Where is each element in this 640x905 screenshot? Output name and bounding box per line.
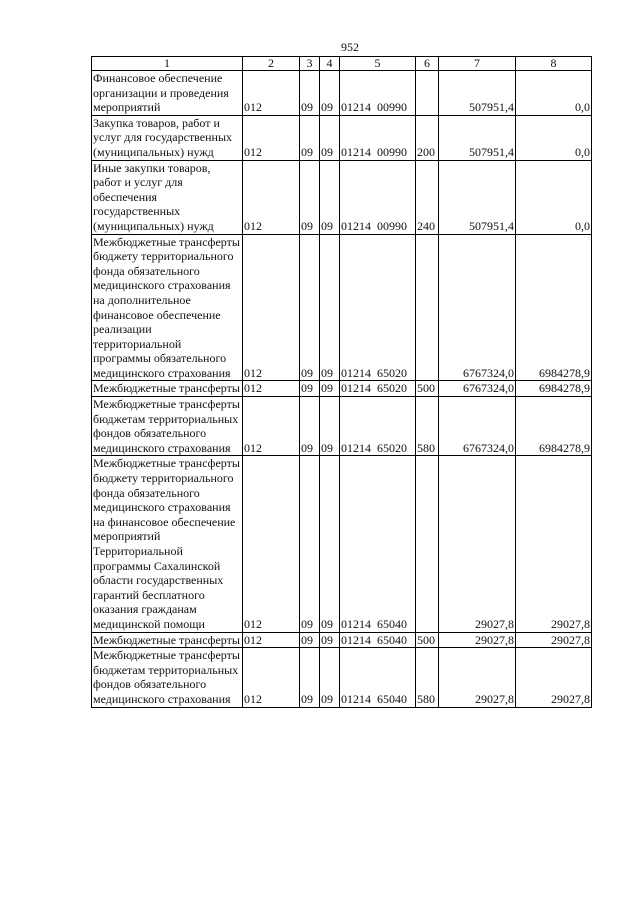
expense-type-cell: 580 bbox=[416, 397, 439, 456]
grbs-cell: 012 bbox=[243, 160, 300, 234]
table-row bbox=[92, 160, 592, 234]
target-article-direction: 65020 bbox=[377, 381, 407, 396]
expense-type-cell bbox=[416, 456, 439, 632]
target-article-program: 01214 bbox=[341, 440, 371, 455]
grbs-cell: 012 bbox=[243, 397, 300, 456]
section-cell: 09 bbox=[300, 71, 320, 116]
row-name-cell: Межбюджетные трансферты бюджетам территориальных фондов обязательного медицинского страхования bbox=[92, 397, 243, 456]
target-article-cell bbox=[340, 160, 416, 234]
target-article-direction: 65040 bbox=[377, 616, 407, 631]
budget-table bbox=[91, 56, 592, 708]
row-name-cell: Межбюджетные трансферты bbox=[92, 632, 243, 648]
amount-year1-cell: 507951,4 bbox=[439, 115, 516, 160]
col-header-2: 2 bbox=[243, 57, 300, 71]
section-cell: 09 bbox=[300, 456, 320, 632]
target-article-cell bbox=[340, 234, 416, 381]
section-cell: 09 bbox=[300, 160, 320, 234]
subsection-cell: 09 bbox=[320, 234, 340, 381]
section-cell: 09 bbox=[300, 115, 320, 160]
target-article-direction: 00990 bbox=[377, 100, 407, 115]
target-article-program: 01214 bbox=[341, 632, 371, 647]
amount-year2-cell: 6984278,9 bbox=[516, 234, 592, 381]
amount-year2-cell: 0,0 bbox=[516, 71, 592, 116]
table-row bbox=[92, 71, 592, 116]
section-cell: 09 bbox=[300, 648, 320, 707]
section-cell: 09 bbox=[300, 397, 320, 456]
subsection-cell: 09 bbox=[320, 456, 340, 632]
amount-year1-cell: 29027,8 bbox=[439, 632, 516, 648]
amount-year2-cell: 0,0 bbox=[516, 160, 592, 234]
table-row bbox=[92, 456, 592, 632]
col-header-6: 6 bbox=[416, 57, 439, 71]
target-article-direction: 65040 bbox=[377, 691, 407, 706]
expense-type-cell: 500 bbox=[416, 632, 439, 648]
row-name-cell: Межбюджетные трансферты бюджетам территориальных фондов обязательного медицинского страхования bbox=[92, 648, 243, 707]
amount-year1-cell: 29027,8 bbox=[439, 456, 516, 632]
grbs-cell: 012 bbox=[243, 381, 300, 397]
row-name-cell: Иные закупки товаров, работ и услуг для обеспечения государственных (муниципальных) нужд bbox=[92, 160, 243, 234]
section-cell: 09 bbox=[300, 234, 320, 381]
target-article-direction: 65040 bbox=[377, 632, 407, 647]
col-header-5: 5 bbox=[340, 57, 416, 71]
amount-year1-cell: 6767324,0 bbox=[439, 381, 516, 397]
amount-year2-cell: 29027,8 bbox=[516, 632, 592, 648]
table-row bbox=[92, 397, 592, 456]
target-article-cell bbox=[340, 397, 416, 456]
amount-year1-cell: 507951,4 bbox=[439, 160, 516, 234]
expense-type-cell: 240 bbox=[416, 160, 439, 234]
target-article-cell bbox=[340, 71, 416, 116]
amount-year1-cell: 6767324,0 bbox=[439, 397, 516, 456]
expense-type-cell: 500 bbox=[416, 381, 439, 397]
table-row bbox=[92, 648, 592, 707]
table-row bbox=[92, 632, 592, 648]
expense-type-cell bbox=[416, 234, 439, 381]
target-article-direction: 65020 bbox=[377, 440, 407, 455]
row-name-cell: Межбюджетные трансферты бюджету территориального фонда обязательного медицинского страхования на дополнительное финансовое обеспечение реализации территориальной программы обязательного медицинского страхования bbox=[92, 234, 243, 381]
target-article-direction: 65020 bbox=[377, 365, 407, 380]
amount-year1-cell: 6767324,0 bbox=[439, 234, 516, 381]
col-header-3: 3 bbox=[300, 57, 320, 71]
subsection-cell: 09 bbox=[320, 71, 340, 116]
subsection-cell: 09 bbox=[320, 648, 340, 707]
amount-year2-cell: 6984278,9 bbox=[516, 397, 592, 456]
subsection-cell: 09 bbox=[320, 160, 340, 234]
subsection-cell: 09 bbox=[320, 381, 340, 397]
amount-year2-cell: 29027,8 bbox=[516, 456, 592, 632]
page-number: 952 bbox=[341, 40, 359, 54]
section-cell: 09 bbox=[300, 381, 320, 397]
subsection-cell: 09 bbox=[320, 115, 340, 160]
row-name-cell: Закупка товаров, работ и услуг для государственных (муниципальных) нужд bbox=[92, 115, 243, 160]
table-row bbox=[92, 115, 592, 160]
expense-type-cell bbox=[416, 71, 439, 116]
col-header-7: 7 bbox=[439, 57, 516, 71]
target-article-program: 01214 bbox=[341, 616, 371, 631]
target-article-direction: 00990 bbox=[377, 218, 407, 233]
grbs-cell: 012 bbox=[243, 234, 300, 381]
amount-year2-cell: 29027,8 bbox=[516, 648, 592, 707]
col-header-8: 8 bbox=[516, 57, 592, 71]
target-article-cell bbox=[340, 115, 416, 160]
target-article-cell bbox=[340, 632, 416, 648]
subsection-cell: 09 bbox=[320, 397, 340, 456]
target-article-program: 01214 bbox=[341, 381, 371, 396]
grbs-cell: 012 bbox=[243, 71, 300, 116]
table-row bbox=[92, 381, 592, 397]
section-cell: 09 bbox=[300, 632, 320, 648]
amount-year2-cell: 0,0 bbox=[516, 115, 592, 160]
row-name-cell: Финансовое обеспечение организации и проведения мероприятий bbox=[92, 71, 243, 116]
grbs-cell: 012 bbox=[243, 115, 300, 160]
target-article-direction: 00990 bbox=[377, 144, 407, 159]
target-article-cell bbox=[340, 381, 416, 397]
amount-year1-cell: 507951,4 bbox=[439, 71, 516, 116]
target-article-program: 01214 bbox=[341, 144, 371, 159]
target-article-cell bbox=[340, 456, 416, 632]
row-name-cell: Межбюджетные трансферты bbox=[92, 381, 243, 397]
grbs-cell: 012 bbox=[243, 632, 300, 648]
target-article-program: 01214 bbox=[341, 100, 371, 115]
expense-type-cell: 200 bbox=[416, 115, 439, 160]
expense-type-cell: 580 bbox=[416, 648, 439, 707]
row-name-cell: Межбюджетные трансферты бюджету территориального фонда обязательного медицинского страхования на финансовое обеспечение мероприятий Территориальной программы Сахалинской области государственных гарантий бесплатного оказания гражданам медицинской помощи bbox=[92, 456, 243, 632]
table-row bbox=[92, 234, 592, 381]
target-article-cell bbox=[340, 648, 416, 707]
amount-year1-cell: 29027,8 bbox=[439, 648, 516, 707]
target-article-program: 01214 bbox=[341, 691, 371, 706]
grbs-cell: 012 bbox=[243, 648, 300, 707]
col-header-1: 1 bbox=[92, 57, 243, 71]
grbs-cell: 012 bbox=[243, 456, 300, 632]
target-article-program: 01214 bbox=[341, 218, 371, 233]
amount-year2-cell: 6984278,9 bbox=[516, 381, 592, 397]
header-row bbox=[92, 57, 592, 71]
col-header-4: 4 bbox=[320, 57, 340, 71]
subsection-cell: 09 bbox=[320, 632, 340, 648]
target-article-program: 01214 bbox=[341, 365, 371, 380]
